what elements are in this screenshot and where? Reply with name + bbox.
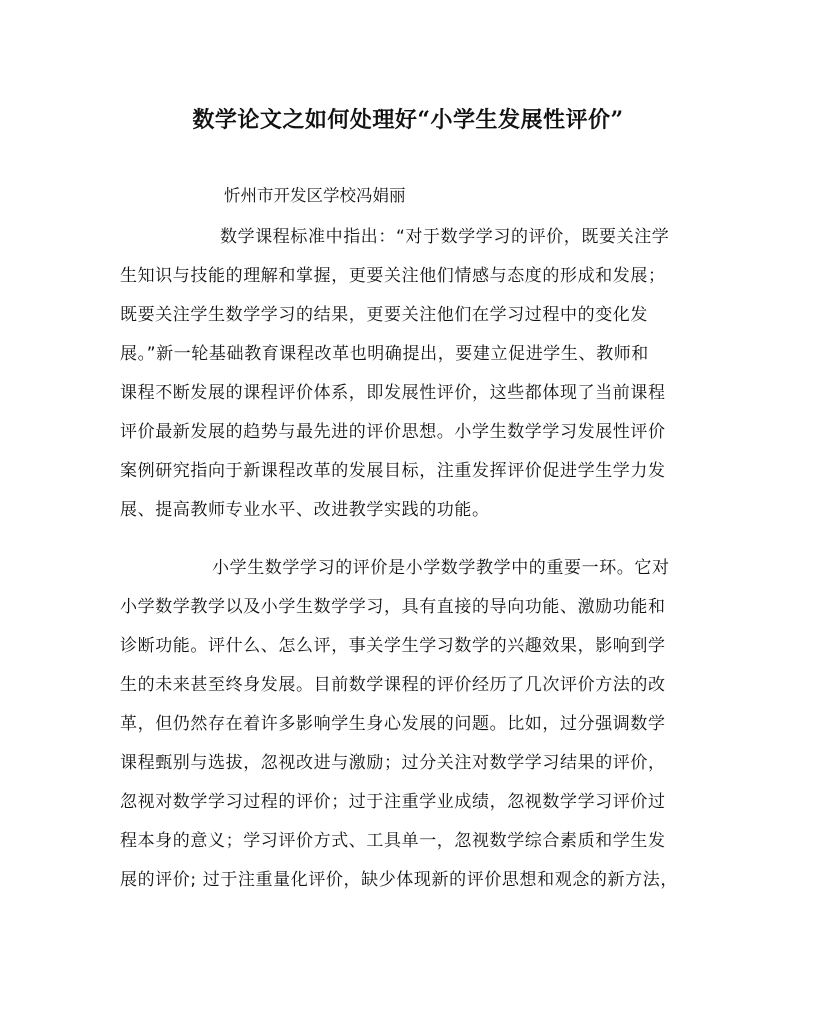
paragraph-line: 忽视对数学学习过程的评价；过于注重学业成绩，忽视数学学习评价过 — [120, 792, 666, 812]
paragraph-line: 案例研究指向于新课程改革的发展目标，注重发挥评价促进学生学力发 — [120, 461, 666, 481]
paragraph-line: 既要关注学生数学学习的结果，更要关注他们在学习过程中的变化发 — [120, 305, 648, 325]
author-line: 忻州市开发区学校冯娟丽 — [224, 186, 406, 205]
paragraph-line: 展。”新一轮基础教育课程改革也明确提出，要建立促进学生、教师和 — [120, 344, 649, 364]
paragraph-line: 程本身的意义；学习评价方式、工具单一，忽视数学综合素质和学生发 — [120, 831, 666, 851]
paragraph-line: 展的评价; 过于注重量化评价，缺少体现新的评价思想和观念的新方法， — [120, 870, 678, 890]
paragraph-line: 小学数学教学以及小学生数学学习，具有直接的导向功能、激励功能和 — [120, 597, 666, 617]
paragraph-line: 小学生数学学习的评价是小学数学教学中的重要一环。它对 — [212, 558, 670, 578]
paragraph-line: 数学课程标准中指出：“对于数学学习的评价，既要关注学 — [220, 227, 670, 247]
document-title: 数学论文之如何处理好“小学生发展性评价” — [192, 107, 624, 133]
paragraph-line: 诊断功能。评什么、怎么评，事关学生学习数学的兴趣效果，影响到学 — [120, 636, 666, 656]
paragraph-line: 生的未来甚至终身发展。目前数学课程的评价经历了几次评价方法的改 — [120, 675, 666, 695]
paragraph-line: 革，但仍然存在着许多影响学生身心发展的问题。比如，过分强调数学 — [120, 714, 666, 734]
paragraph-line: 课程甄别与选拔，忽视改进与激励；过分关注对数学学习结果的评价， — [120, 753, 666, 773]
paragraph-line: 展、提高教师专业水平、改进教学实践的功能。 — [120, 500, 490, 520]
paragraph-line: 评价最新发展的趋势与最先进的评价思想。小学生数学学习发展性评价 — [120, 422, 666, 442]
paragraph-line: 生知识与技能的理解和掌握，更要关注他们情感与态度的形成和发展； — [120, 266, 666, 286]
paragraph-line: 课程不断发展的课程评价体系，即发展性评价，这些都体现了当前课程 — [120, 383, 666, 403]
